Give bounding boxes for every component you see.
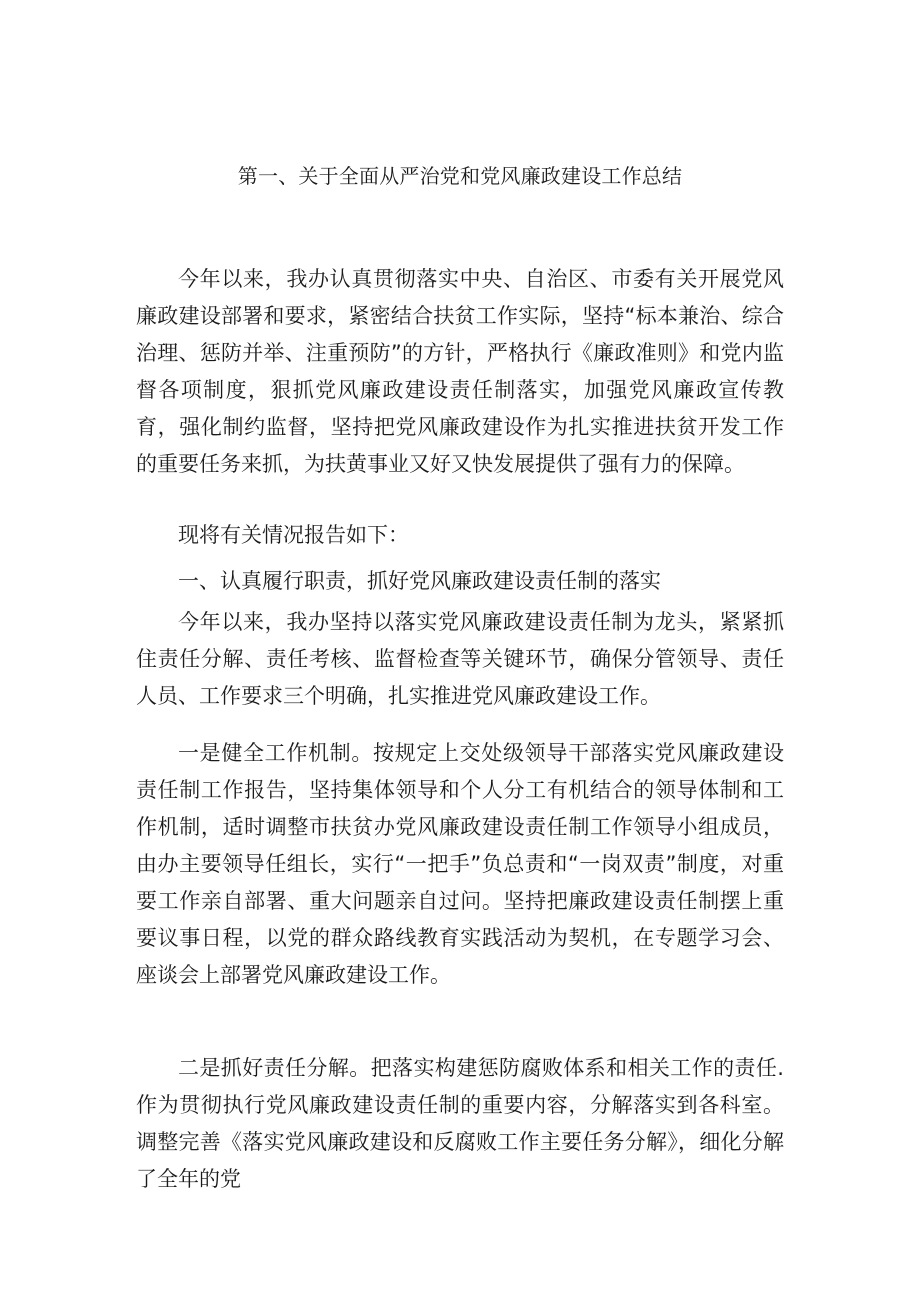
paragraph-report-intro: 现将有关情况报告如下： [178,523,409,547]
section-heading-1: 一、认真履行职责，抓好党风廉政建设责任制的落实 [178,569,661,593]
document-title: 第一、关于全面从严治党和党风廉政建设工作总结 [237,164,683,188]
paragraph-mechanism: 一是健全工作机制。按规定上交处级领导干部落实党风廉政建设责任制工作报告，坚持集体领导和个人分工有机结合的领导体制和工作机制，适时调整市扶贫办党风廉政建设责任制工作领导小组成员，由办主要领导任组长，实行“一把手”负总责和“一岗双责”制度，对重要工作亲自部署、重大问题亲自过问。坚持把廉政建设责任制摆上重要议事日程，以党的群众路线教育实践活动为契机，在专题学习会、座谈会上部署党风廉政建设工作。 [136,741,784,987]
paragraph-section-1-intro: 今年以来，我办坚持以落实党风廉政建设责任制为龙头，紧紧抓住责任分解、责任考核、监督检查等关键环节，确保分管领导、责任人员、工作要求三个明确，扎实推进党风廉政建设工作。 [136,610,784,708]
paragraph-intro: 今年以来，我办认真贯彻落实中央、自治区、市委有关开展党风廉政建设部署和要求，紧密结合扶贫工作实际，坚持“标本兼治、综合治理、惩防并举、注重预防”的方针，严格执行《廉政准则》和党内监督各项制度，狠抓党风廉政建设责任制落实，加强党风廉政宣传教育，强化制约监督，坚持把党风廉政建设作为扎实推进扶贫开发工作的重要任务来抓，为扶黄事业又好又快发展提供了强有力的保障。 [136,267,784,476]
paragraph-responsibility: 二是抓好责任分解。把落实构建惩防腐败体系和相关工作的责任.作为贯彻执行党风廉政建设责任制的重要内容，分解落实到各科室。调整完善《落实党风廉政建设和反腐败工作主要任务分解》，细化分解了全年的党 [136,1056,784,1191]
